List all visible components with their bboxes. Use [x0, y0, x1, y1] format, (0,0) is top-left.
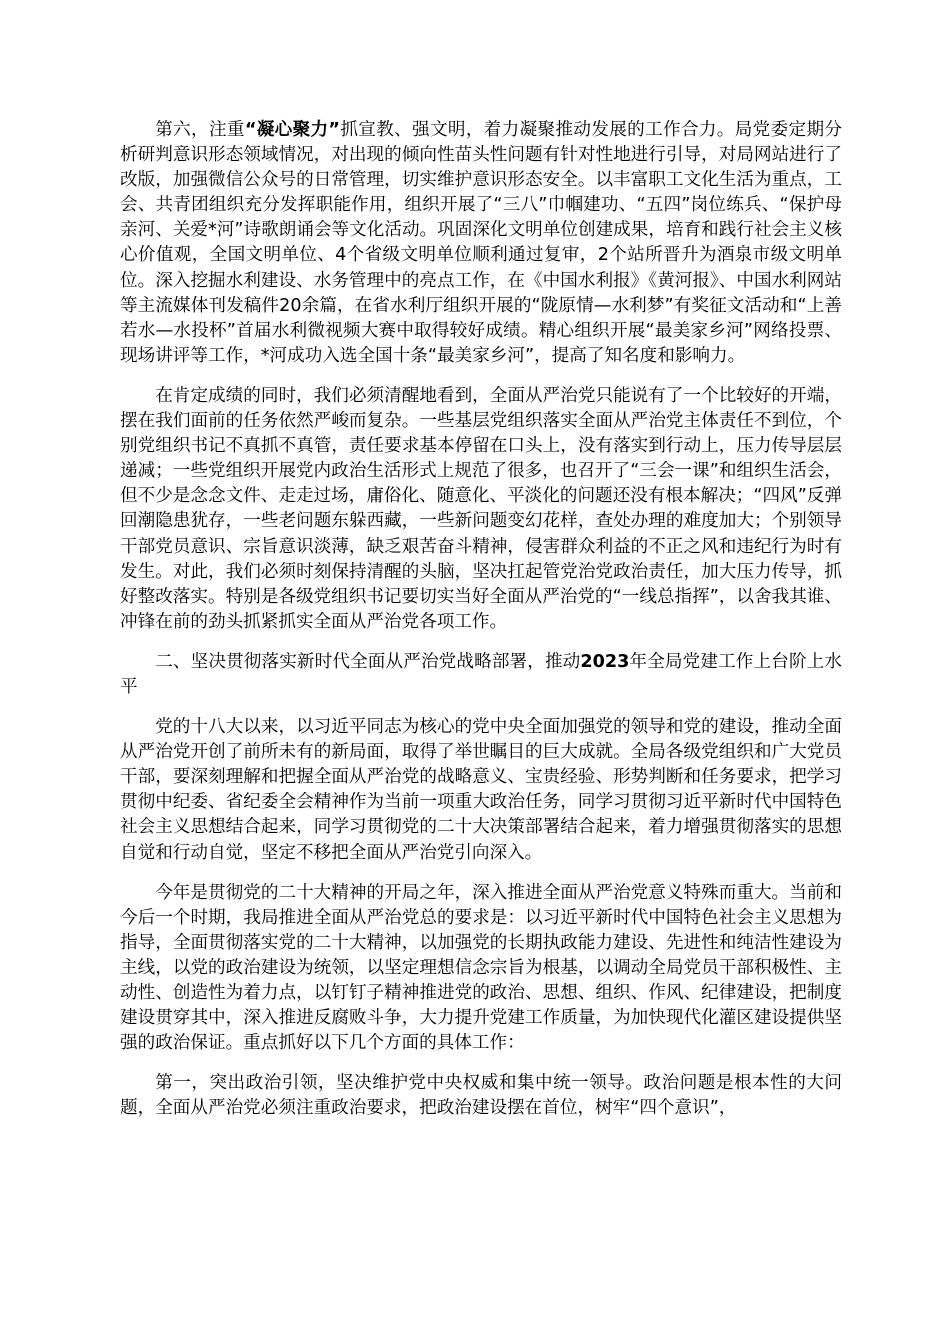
section-heading-2: [120, 650, 842, 700]
paragraph-requirements: 今年是贯彻党的二十大精神的开局之年，深入推进全面从严治党意义特殊而重大。当前和今后一个时期，我局推进全面从严治党总的要求是：以习近平新时代中国特色社会主义思想为指导，全面贯彻落实党的二十大精神，以加强党的长期执政能力建设、先进性和纯洁性建设为主线，以党的政治建设为统领，以坚定理想信念宗旨为根基，以调动全局党员干部积极性、主动性、创造性为着力点，以钉钉子精神推进党的政治、思想、组织、作风、纪律建设，把制度建设贯穿其中，深入推进反腐败斗争，大力提升党建工作质量，为加快现代化灌区建设提供坚强的政治保证。重点抓好以下几个方面的具体工作：: [120, 882, 842, 1054]
paragraph-political-guidance: 第一，突出政治引领，坚决维护党中央权威和集中统一领导。政治问题是根本性的大问题，全面从严治党必须注重政治要求，把政治建设摆在首位，树牢“四个意识”，: [120, 1073, 842, 1119]
paragraph-lead-text: 第六，注重: [155, 120, 245, 140]
heading-rest-text: 年全局党建工作上台阶上水平: [120, 651, 842, 697]
paragraph-achievements: 党的十八大以来，以习近平同志为核心的党中央全面加强党的领导和党的建设，推动全面从严治党开创了前所未有的新局面，取得了举世瞩目的巨大成就。全局各级党组织和广大党员干部，要深刻理解和把握全面从严治党的战略意义、宝贵经验、形势判断和任务要求，把学习贯彻中纪委、省纪委全会精神作为当前一项重大政治任务，同学习贯彻习近平新时代中国特色社会主义思想结合起来，同学习贯彻党的二十大决策部署结合起来，着力增强贯彻落实的思想自觉和行动自觉，坚定不移把全面从严治党引向深入。: [120, 717, 842, 863]
paragraph-publicity-culture: [120, 118, 842, 369]
heading-year: 2023: [580, 651, 630, 672]
heading-lead-text: 二、坚决贯彻落实新时代全面从严治党战略部署，推动: [155, 651, 581, 672]
document-body: [120, 118, 842, 1136]
bold-phrase: “凝心聚力”: [244, 120, 340, 140]
paragraph-text: 抓宣教、强文明，着力凝聚推动发展的工作合力。局党委定期分析研判意识形态领域情况，对出现的倾向性苗头性问题有针对性地进行引导，对局网站进行了改版，加强微信公众号的日常管理，切实维护意识形态安全。以丰富职工文化生活为重点，工会、共青团组织充分发挥职能作用，组织开展了“三八”巾帼建功、“五四”岗位练兵、“保护母亲河、关爱*河”诗歌朗诵会等文化活动。巩固深化文明单位创建成果，培育和践行社会主义核心价值观，全国文明单位、4个省级文明单位顺利通过复审，2个站所晋升为酒泉市级文明单位。深入挖掘水利建设、水务管理中的亮点工作，在《中国水利报》《黄河报》、中国水利网站等主流媒体刊发稿件20余篇，在省水利厅组织开展的“陇原情—水利梦”有奖征文活动和“上善若水—水投杯”首届水利微视频大赛中取得较好成绩。精心组织开展“最美家乡河”网络投票、现场讲评等工作，*河成功入选全国十条“最美家乡河”，提高了知名度和影响力。: [120, 120, 842, 366]
paragraph-problems: 在肯定成绩的同时，我们必须清醒地看到，全面从严治党只能说有了一个比较好的开端，摆在我们面前的任务依然严峻而复杂。一些基层党组织落实全面从严治党主体责任不到位，个别党组织书记不真抓不真管，责任要求基本停留在口头上，没有落实到行动上，压力传导层层递减；一些党组织开展党内政治生活形式上规范了很多，也召开了“三会一课”和组织生活会，但不少是念念文件、走走过场，庸俗化、随意化、平淡化的问题还没有根本解决；“四风”反弹回潮隐患犹存，一些老问题东躲西藏，一些新问题变幻花样，查处办理的难度加大；个别领导干部党员意识、宗旨意识淡薄，缺乏艰苦奋斗精神，侵害群众利益的不正之风和违纪行为时有发生。对此，我们必须时刻保持清醒的头脑，坚决扛起管党治党政治责任，加大压力传导，抓好整改落实。特别是各级党组织书记要切实当好全面从严治党的“一线总指挥”，以舍我其谁、冲锋在前的劲头抓紧抓实全面从严治党各项工作。: [120, 385, 842, 632]
